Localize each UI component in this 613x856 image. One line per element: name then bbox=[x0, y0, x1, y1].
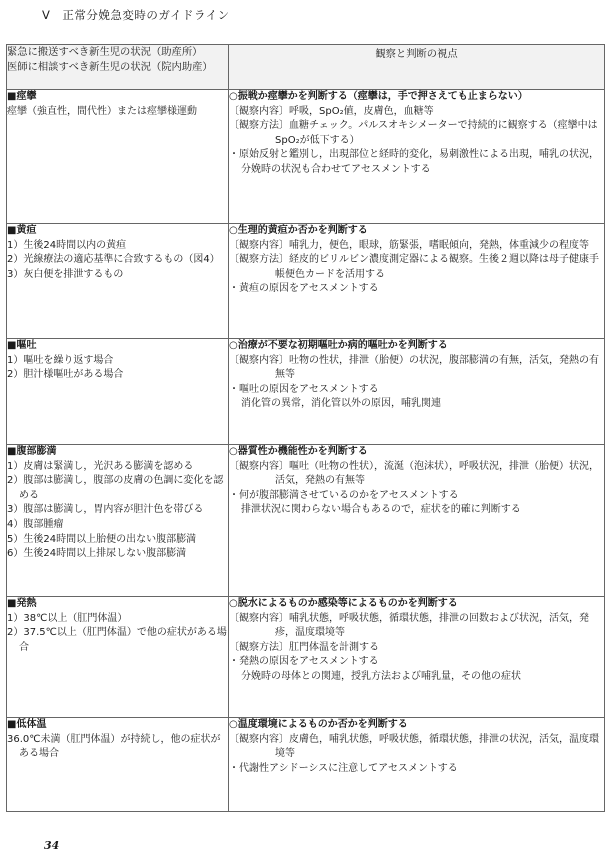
condition-item: 2）腹部は膨満し，腹部の皮膚の色調に変化を認める bbox=[7, 475, 224, 501]
observation-detail: 〔観察方法〕経皮的ビリルビン濃度測定器による観察。生後２週以降は母子健康手帳便色カードを活用する bbox=[229, 254, 599, 280]
category-label: ■低体温 bbox=[7, 719, 47, 730]
judgment-heading: ○温度環境によるものか否かを判断する bbox=[229, 719, 408, 730]
judgment-heading: ○振戦か痙攣かを判断する（痙攣は，手で押さえても止まらない） bbox=[229, 91, 528, 102]
condition-item: 3）腹部は膨満し，胃内容が胆汁色を帯びる bbox=[7, 504, 204, 516]
observation-cell bbox=[229, 445, 605, 597]
condition-cell bbox=[7, 339, 229, 445]
observation-detail: 〔観察内容〕呼吸，SpO₂値，皮膚色，血糖等 bbox=[229, 105, 434, 117]
judgment-heading: ○生理的黄疸か否かを判断する bbox=[229, 225, 368, 236]
category-label: ■発熱 bbox=[7, 598, 37, 609]
judgment-heading: ○脱水によるものか感染等によるものかを判断する bbox=[229, 598, 458, 609]
condition-item: 2）37.5℃以上（肛門体温）で他の症状がある場合 bbox=[7, 627, 227, 653]
condition-item: 1）38℃以上（肛門体温） bbox=[7, 612, 128, 624]
observation-detail: 〔観察内容〕哺乳力，便色，眼球，筋緊張，嗜眠傾向，発熱，体重減少の程度等 bbox=[229, 239, 589, 251]
table-row bbox=[7, 224, 605, 339]
observation-cell bbox=[229, 339, 605, 445]
judgment-heading: ○器質性か機能性かを判断する bbox=[229, 446, 368, 457]
assessment-bullet: ・発熱の原因をアセスメントする bbox=[229, 656, 379, 668]
condition-item: 痙攣（強直性，間代性）または痙攣様運動 bbox=[7, 105, 197, 117]
category-label: ■黄疸 bbox=[7, 225, 37, 236]
observation-detail: 〔観察内容〕嘔吐（吐物の性状），流涎（泡沫状），呼吸状況，排泄（胎便）状況，活気，発熱の有無等 bbox=[229, 460, 599, 487]
condition-item: 6）生後24時間以上排尿しない腹部膨満 bbox=[7, 548, 187, 560]
observation-detail: 〔観察内容〕哺乳状態，呼吸状態，循環状態，排泄の回数および状況，活気，発疹，温度環境等 bbox=[229, 612, 589, 639]
assessment-bullet: ・嘔吐の原因をアセスメントする bbox=[229, 383, 379, 395]
observation-detail: 〔観察内容〕皮膚色，哺乳状態，呼吸状態，循環状態，排泄の状況，活気，温度環境等 bbox=[229, 733, 599, 760]
page-number: 34 bbox=[44, 839, 60, 852]
observation-cell bbox=[229, 718, 605, 812]
section-number: Ⅴ bbox=[42, 8, 51, 22]
section-title bbox=[42, 7, 230, 23]
assessment-note: 分娩時の母体との関連，授乳方法および哺乳量，その他の症状 bbox=[241, 670, 521, 682]
assessment-bullet: ・原始反射と鑑別し，出現部位と経時的変化，易刺激性による出現，哺乳の状況，分娩時の状況も合わせてアセスメントする bbox=[229, 149, 599, 175]
table-header-row bbox=[7, 45, 605, 90]
header-left-line1: 緊急に搬送すべき新生児の状況（助産所） bbox=[7, 46, 203, 58]
observation-detail: 〔観察方法〕血糖チェック。パルスオキシメーターで持続的に観察する（痙攣中は SpO₂が低下する） bbox=[229, 120, 608, 146]
condition-cell bbox=[7, 718, 229, 812]
observation-detail: 〔観察方法〕肛門体温を計測する bbox=[229, 641, 379, 653]
observation-cell bbox=[229, 597, 605, 718]
table-row bbox=[7, 339, 605, 445]
condition-item: 5）生後24時間以上胎便の出ない腹部膨満 bbox=[7, 533, 197, 545]
category-label: ■腹部膨満 bbox=[7, 446, 57, 457]
condition-item: 4）腹部腫瘤 bbox=[7, 518, 64, 530]
condition-item: 1）皮膚は緊満し，光沢ある膨満を認める bbox=[7, 460, 194, 472]
condition-cell bbox=[7, 445, 229, 597]
assessment-note: 排泄状況に関わらない場合もあるので，症状を的確に判断する bbox=[241, 504, 521, 516]
observation-cell bbox=[229, 224, 605, 339]
condition-cell bbox=[7, 224, 229, 339]
observation-cell bbox=[229, 90, 608, 224]
assessment-bullet: ・何が腹部膨満させているのかをアセスメントする bbox=[229, 489, 459, 501]
assessment-note: 消化管の異常，消化管以外の原因，哺乳関連 bbox=[241, 398, 441, 410]
header-left-line2: 医師に相談すべき新生児の状況（院内助産） bbox=[7, 61, 213, 73]
section-heading: 正常分娩急変時のガイドライン bbox=[62, 8, 230, 22]
condition-item: 3）灰白便を排泄するもの bbox=[7, 268, 124, 280]
condition-item: 1）嘔吐を繰り返す場合 bbox=[7, 354, 114, 366]
guideline-table bbox=[6, 44, 608, 812]
condition-item: 2）胆汁様嘔吐がある場合 bbox=[7, 369, 124, 381]
condition-cell bbox=[7, 597, 229, 718]
condition-item: 2）光線療法の適応基準に合致するもの（図4） bbox=[7, 254, 220, 266]
condition-item: 36.0℃未満（肛門体温）が持続し，他の症状がある場合 bbox=[7, 733, 221, 760]
judgment-heading: ○治療が不要な初期嘔吐か病的嘔吐かを判断する bbox=[229, 340, 448, 351]
observation-detail: 〔観察内容〕吐物の性状，排泄（胎便）の状況，腹部膨満の有無，活気，発熱の有無等 bbox=[229, 354, 599, 381]
table-row bbox=[7, 445, 605, 597]
header-perspective: 観察と判断の視点 bbox=[229, 45, 605, 90]
condition-item: 1）生後24時間以内の黄疸 bbox=[7, 239, 127, 251]
table-row bbox=[7, 90, 605, 224]
category-label: ■嘔吐 bbox=[7, 340, 37, 351]
assessment-bullet: ・代謝性アシドーシスに注意してアセスメントする bbox=[229, 762, 458, 774]
table-row bbox=[7, 718, 605, 812]
table-row bbox=[7, 597, 605, 718]
category-label: ■痙攣 bbox=[7, 91, 37, 102]
assessment-bullet: ・黄疸の原因をアセスメントする bbox=[229, 283, 379, 295]
condition-cell bbox=[7, 90, 229, 224]
header-conditions bbox=[7, 45, 229, 90]
